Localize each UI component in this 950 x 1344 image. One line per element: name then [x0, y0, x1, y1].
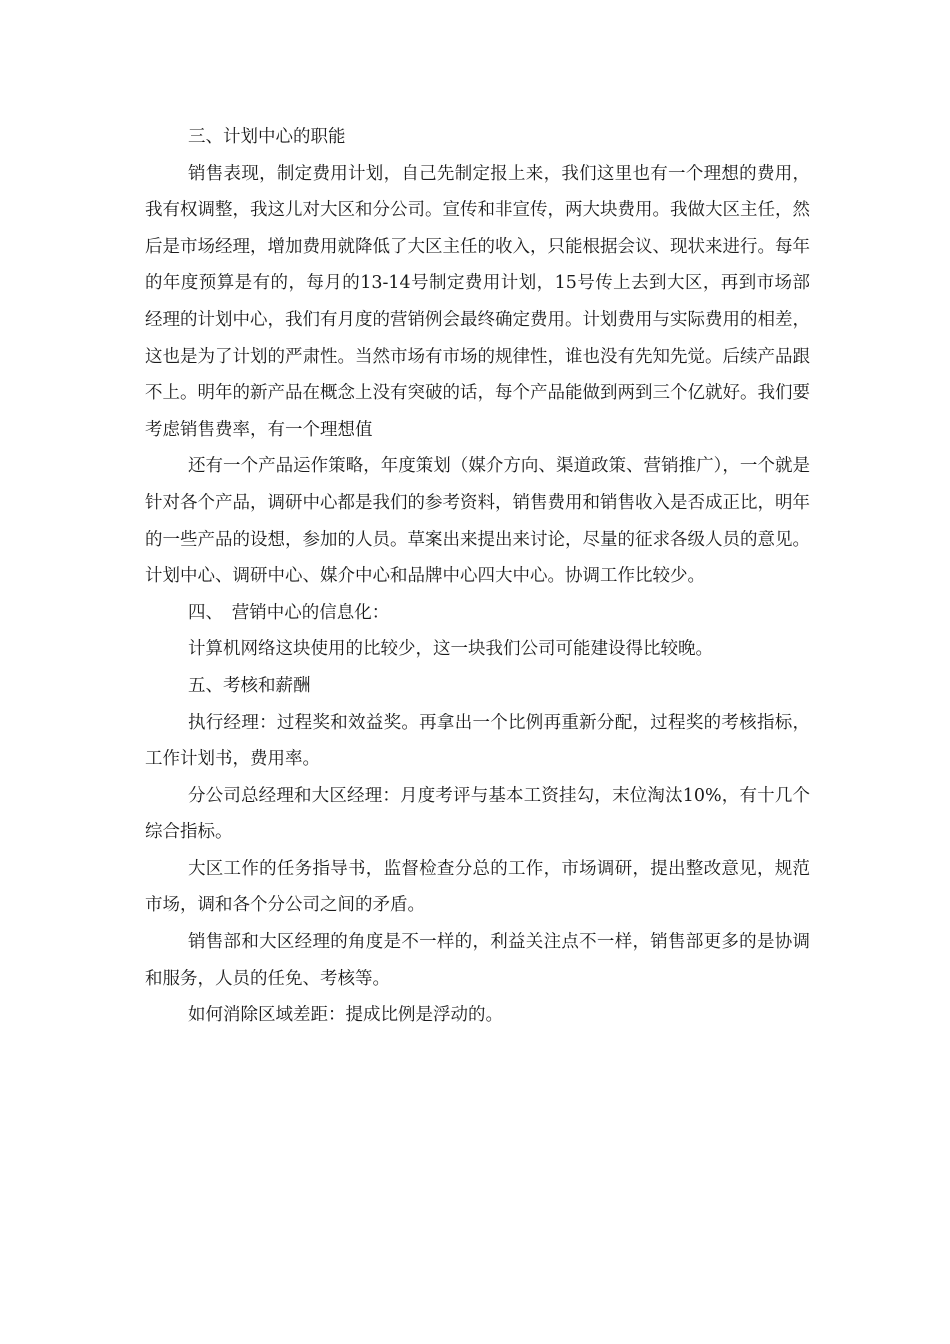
paragraph-network-usage: 计算机网络这块使用的比较少，这一块我们公司可能建设得比较晚。 [188, 639, 713, 660]
section-heading-assessment-salary: 五、考核和薪酬 [188, 675, 311, 696]
paragraph-plan-center-costs: 销售表现，制定费用计划，自己先制定报上来，我们这里也有一个理想的费用，我有权调整，我这儿对大区和分公司。宣传和非宣传，两大块费用。我做大区主任，然后是市场经理，增加费用就降低了大区主任的收入，只能根据会议、现状来进行。每年的年度预算是有的，每月的13-14号制定费用计划，15号传上去到大区，再到市场部经理的计划中心，我们有月度的营销例会最终确定费用。计划费用与实际费用的相差，这也是为了计划的严肃性。当然市场有市场的规律性，谁也没有先知先觉。后续产品跟不上。明年的新产品在概念上没有突破的话，每个产品能做到两到三个亿就好。我们要考虑销售费率，有一个理想值 [145, 163, 810, 440]
paragraph-product-strategy: 还有一个产品运作策略，年度策划（媒介方向、渠道政策、营销推广），一个就是针对各个产品，调研中心都是我们的参考资料，销售费用和销售收入是否成正比，明年的一些产品的设想，参加的人员。草案出来提出来讨论，尽量的征求各级人员的意见。计划中心、调研中心、媒介中心和品牌中心四大中心。协调工作比较少。 [145, 456, 810, 587]
paragraph-sales-vs-region: 销售部和大区经理的角度是不一样的，利益关注点不一样，销售部更多的是协调和服务，人员的任免、考核等。 [145, 932, 810, 989]
section-heading-informatization: 四、 营销中心的信息化： [188, 602, 390, 623]
paragraph-region-tasks: 大区工作的任务指导书，监督检查分总的工作，市场调研，提出整改意见，规范市场，调和各个分公司之间的矛盾。 [145, 858, 810, 916]
section-heading-plan-center: 三、计划中心的职能 [188, 127, 346, 147]
paragraph-regional-gap: 如何消除区域差距：提成比例是浮动的。 [188, 1005, 503, 1026]
document-body [145, 119, 810, 1034]
paragraph-executive-manager: 执行经理：过程奖和效益奖。再拿出一个比例再重新分配，过程奖的考核指标，工作计划书，费用率。 [145, 712, 810, 770]
paragraph-branch-manager: 分公司总经理和大区经理：月度考评与基本工资挂勾，末位淘汰10%，有十几个综合指标。 [145, 785, 810, 843]
